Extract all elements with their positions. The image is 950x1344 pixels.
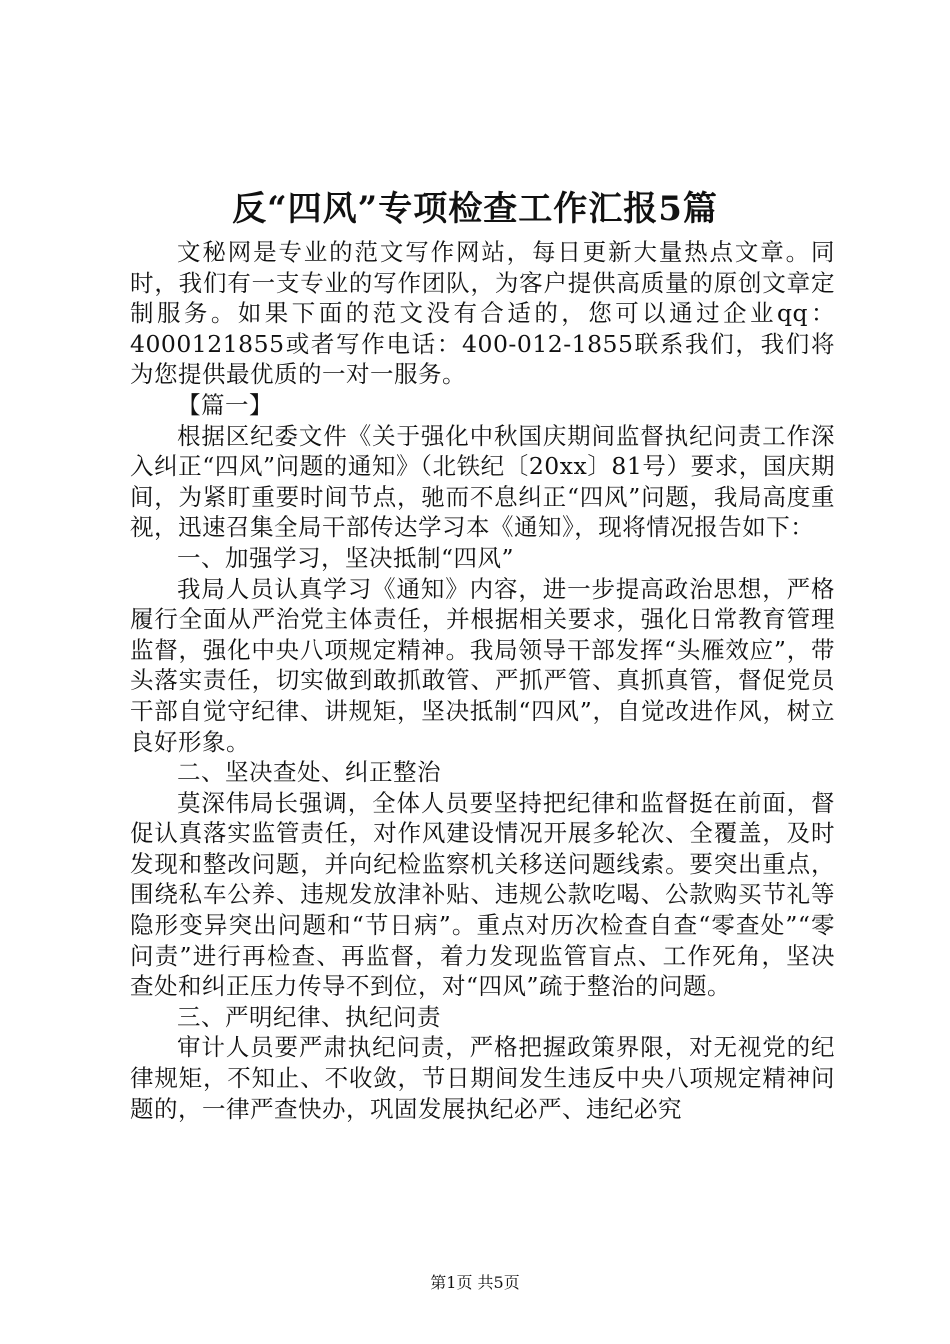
body-paragraph: 根据区纪委文件《关于强化中秋国庆期间监督执纪问责工作深入纠正“四风”问题的通知》（北铁纪〔20xx〕81号）要求，国庆期间，为紧盯重要时间节点，驰而不息纠正“四风”问题，我局高度重视，迅速召集全局干部传达学习本《通知》，现将情况报告如下： [130, 421, 835, 542]
body-paragraph: 莫深伟局长强调，全体人员要坚持把纪律和监督挺在前面，督促认真落实监管责任，对作风建设情况开展多轮次、全覆盖，及时发现和整改问题，并向纪检监察机关移送问题线索。要突出重点，围绕私车公养、违规发放津补贴、违规公款吃喝、公款购买节礼等隐形变异突出问题和“节日病”。重点对历次检查自查“零查处”“零问责”进行再检查、再监督，着力发现监管盲点、工作死角，坚决查处和纠正压力传导不到位，对“四风”疏于整治的问题。 [130, 788, 835, 1001]
document-body [130, 237, 835, 1124]
body-paragraph: 审计人员要严肃执纪问责，严格把握政策界限，对无视党的纪律规矩，不知止、不收敛，节日期间发生违反中央八项规定精神问题的，一律严查快办，巩固发展执纪必严、违纪必究 [130, 1033, 835, 1123]
page-footer: 第1页 共5页 [430, 1273, 520, 1292]
heading-2: 二、坚决查处、纠正整治 [177, 758, 441, 787]
document-title: 反“四风”专项检查工作汇报5篇 [232, 189, 718, 229]
heading-3: 三、严明纪律、执纪问责 [177, 1002, 441, 1031]
body-paragraph: 我局人员认真学习《通知》内容，进一步提高政治思想，严格履行全面从严治党主体责任，并根据相关要求，强化日常教育管理监督，强化中央八项规定精神。我局领导干部发挥“头雁效应”，带头落实责任，切实做到敢抓敢管、严抓严管、真抓真管，督促党员干部自觉守纪律、讲规矩，坚决抵制“四风”，自觉改进作风，树立良好形象。 [130, 574, 835, 756]
heading-1: 一、加强学习，坚决抵制“四风” [177, 543, 515, 572]
intro-paragraph: 文秘网是专业的范文写作网站，每日更新大量热点文章。同时，我们有一支专业的写作团队，为客户提供高质量的原创文章定制服务。如果下面的范文没有合适的，您可以通过企业qq：4000121855或者写作电话：400-012-1855联系我们，我们将为您提供最优质的一对一服务。 [130, 238, 835, 389]
section-label: 【篇一】 [177, 390, 273, 419]
